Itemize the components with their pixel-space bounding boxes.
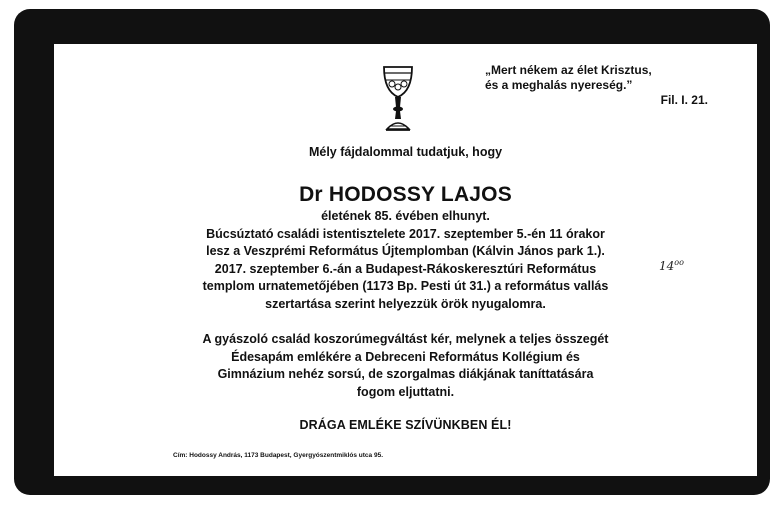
quote-reference: Fil. I. 21.	[660, 93, 708, 107]
handwritten-hour: 14	[659, 259, 675, 273]
memorial-motto: DRÁGA EMLÉKE SZÍVÜNKBEN ÉL!	[299, 418, 512, 432]
mourning-border	[14, 9, 770, 495]
details-line: szertartása szerint helyezzük örök nyugalomra.	[265, 296, 546, 311]
funeral-details	[54, 208, 757, 314]
details-line: templom urnatemetőjében (1173 Bp. Pesti út 31.) a református vallás	[202, 279, 609, 294]
deceased-name: Dr HODOSSY LAJOS	[299, 183, 512, 206]
intro-text: Mély fájdalommal tudatjuk, hogy	[308, 145, 503, 159]
handwritten-minutes: oo	[674, 258, 684, 267]
obituary-card	[54, 44, 757, 476]
quote-line-2: és a meghalás nyereség.”	[485, 78, 633, 92]
sender-address: Cím: Hodossy András, 1173 Budapest, Gyergyószentmiklós utca 95.	[173, 452, 383, 459]
details-line: lesz a Veszprémi Református Újtemplomban (Kálvin János park 1.).	[206, 244, 605, 259]
donation-line: Édesapám emlékére a Debreceni Református Kollégium és	[231, 349, 580, 364]
donation-request	[54, 331, 757, 401]
donation-line: fogom eljuttatni.	[356, 384, 455, 399]
donation-line: A gyászoló család koszorúmegváltást kér, melynek a teljes összegét	[202, 332, 609, 346]
bible-quote	[485, 63, 725, 108]
chalice-icon	[381, 63, 415, 133]
details-line: Búcsúztató családi istentisztelete 2017. szeptember 5.-én 11 órakor	[206, 226, 605, 241]
quote-line-1: „Mert nékem az élet Krisztus,	[485, 63, 652, 77]
details-line: 2017. szeptember 6.-án a Budapest-Rákoskeresztúri Református	[214, 261, 597, 276]
donation-line: Gimnázium nehéz sorsú, de szorgalmas diákjának taníttatására	[217, 367, 594, 382]
handwritten-time	[659, 258, 684, 273]
details-line: életének 85. évében elhunyt.	[321, 209, 490, 223]
